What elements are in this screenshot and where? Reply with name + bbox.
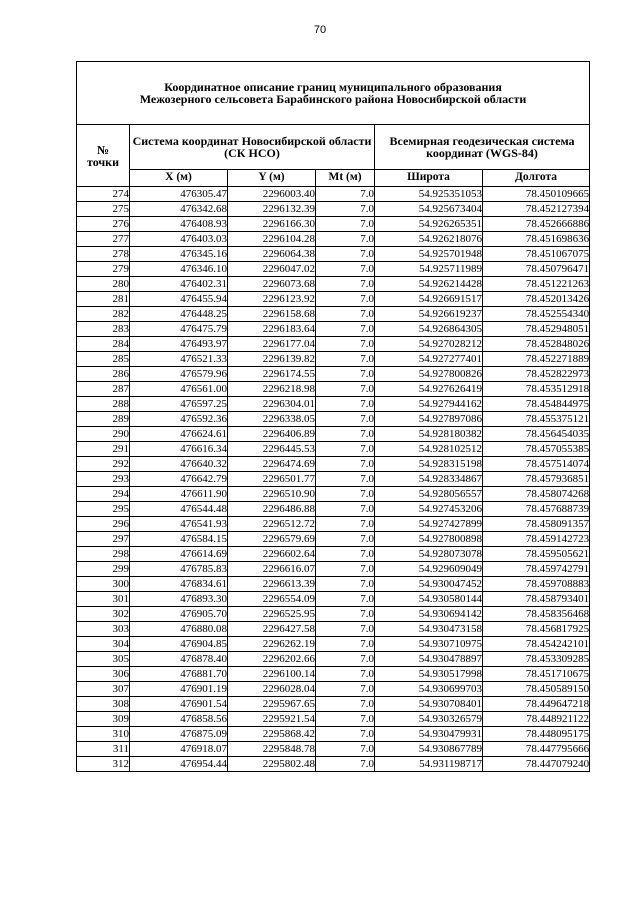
point-number-cell: 294 [77,487,130,502]
point-number-cell: 311 [77,742,130,757]
table-row [77,277,590,292]
point-number-cell: 299 [77,562,130,577]
x-cell: 476544.48 [130,502,228,517]
longitude-cell: 78.451221263 [483,277,590,292]
header-y: Y (м) [228,170,316,187]
mt-cell: 7.0 [316,322,375,337]
table-row [77,712,590,727]
x-cell: 476785.83 [130,562,228,577]
x-cell: 476954.44 [130,757,228,772]
table-row [77,412,590,427]
latitude-cell: 54.927897086 [375,412,483,427]
table-row [77,187,590,202]
mt-cell: 7.0 [316,337,375,352]
mt-cell: 7.0 [316,757,375,772]
longitude-cell: 78.451067075 [483,247,590,262]
x-cell: 476918.07 [130,742,228,757]
table-row [77,487,590,502]
longitude-cell: 78.453512918 [483,382,590,397]
latitude-cell: 54.930326579 [375,712,483,727]
y-cell: 2296525.95 [228,607,316,622]
table-row [77,742,590,757]
table-row [77,652,590,667]
point-number-cell: 283 [77,322,130,337]
point-number-cell: 305 [77,652,130,667]
table-row [77,532,590,547]
longitude-cell: 78.457055385 [483,442,590,457]
x-cell: 476624.61 [130,427,228,442]
table-row [77,517,590,532]
longitude-cell: 78.458074268 [483,487,590,502]
latitude-cell: 54.930708401 [375,697,483,712]
latitude-cell: 54.927800826 [375,367,483,382]
y-cell: 2295921.54 [228,712,316,727]
mt-cell: 7.0 [316,427,375,442]
table-row [77,622,590,637]
y-cell: 2296427.58 [228,622,316,637]
y-cell: 2296003.40 [228,187,316,202]
x-cell: 476880.08 [130,622,228,637]
mt-cell: 7.0 [316,547,375,562]
header-system-wgs: Всемирная геодезическая система координат (WGS-84) [375,125,590,170]
table-row [77,322,590,337]
longitude-cell: 78.457514074 [483,457,590,472]
table-row [77,202,590,217]
point-number-cell: 282 [77,307,130,322]
x-cell: 476905.70 [130,607,228,622]
latitude-cell: 54.928056557 [375,487,483,502]
longitude-cell: 78.450796471 [483,262,590,277]
latitude-cell: 54.926619237 [375,307,483,322]
latitude-cell: 54.927277401 [375,352,483,367]
header-latitude: Широта [375,170,483,187]
latitude-cell: 54.928073078 [375,547,483,562]
x-cell: 476561.00 [130,382,228,397]
x-cell: 476455.94 [130,292,228,307]
point-number-cell: 304 [77,637,130,652]
longitude-cell: 78.451710675 [483,667,590,682]
longitude-cell: 78.447079240 [483,757,590,772]
y-cell: 2296158.68 [228,307,316,322]
latitude-cell: 54.925711989 [375,262,483,277]
longitude-cell: 78.454844975 [483,397,590,412]
longitude-cell: 78.452554340 [483,307,590,322]
y-cell: 2296100.14 [228,667,316,682]
point-number-cell: 290 [77,427,130,442]
longitude-cell: 78.450109665 [483,187,590,202]
point-number-cell: 289 [77,412,130,427]
latitude-cell: 54.930867789 [375,742,483,757]
longitude-cell: 78.452666886 [483,217,590,232]
y-cell: 2296183.64 [228,322,316,337]
latitude-cell: 54.930580144 [375,592,483,607]
point-number-cell: 276 [77,217,130,232]
longitude-cell: 78.453309285 [483,652,590,667]
mt-cell: 7.0 [316,442,375,457]
latitude-cell: 54.927944162 [375,397,483,412]
y-cell: 2296602.64 [228,547,316,562]
table-row [77,637,590,652]
mt-cell: 7.0 [316,277,375,292]
table-row [77,247,590,262]
header-number-sign: № [96,142,110,157]
y-cell: 2296047.02 [228,262,316,277]
table-row [77,457,590,472]
latitude-cell: 54.926864305 [375,322,483,337]
y-cell: 2296616.07 [228,562,316,577]
header-point-label: точки [86,154,120,169]
point-number-cell: 295 [77,502,130,517]
header-mt: Mt (м) [316,170,375,187]
x-cell: 476901.19 [130,682,228,697]
latitude-cell: 54.930699703 [375,682,483,697]
longitude-cell: 78.456817925 [483,622,590,637]
mt-cell: 7.0 [316,187,375,202]
latitude-cell: 54.925673404 [375,202,483,217]
mt-cell: 7.0 [316,367,375,382]
y-cell: 2296510.90 [228,487,316,502]
x-cell: 476875.09 [130,727,228,742]
longitude-cell: 78.452822973 [483,367,590,382]
point-number-cell: 285 [77,352,130,367]
point-number-cell: 281 [77,292,130,307]
latitude-cell: 54.929609049 [375,562,483,577]
latitude-cell: 54.927800898 [375,532,483,547]
y-cell: 2295967.65 [228,697,316,712]
x-cell: 476592.36 [130,412,228,427]
point-number-cell: 284 [77,337,130,352]
latitude-cell: 54.930473158 [375,622,483,637]
y-cell: 2296104.28 [228,232,316,247]
latitude-cell: 54.928180382 [375,427,483,442]
header-x: X (м) [130,170,228,187]
point-number-cell: 300 [77,577,130,592]
table-row [77,382,590,397]
longitude-cell: 78.457688739 [483,502,590,517]
y-cell: 2296554.09 [228,592,316,607]
table-row [77,577,590,592]
longitude-cell: 78.459142723 [483,532,590,547]
x-cell: 476904.85 [130,637,228,652]
mt-cell: 7.0 [316,202,375,217]
y-cell: 2296218.98 [228,382,316,397]
point-number-cell: 298 [77,547,130,562]
mt-cell: 7.0 [316,247,375,262]
y-cell: 2296132.39 [228,202,316,217]
mt-cell: 7.0 [316,307,375,322]
longitude-cell: 78.452127394 [483,202,590,217]
point-number-cell: 292 [77,457,130,472]
mt-cell: 7.0 [316,532,375,547]
point-number-cell: 286 [77,367,130,382]
longitude-cell: 78.448095175 [483,727,590,742]
latitude-cell: 54.928334867 [375,472,483,487]
point-number-cell: 275 [77,202,130,217]
longitude-cell: 78.447795666 [483,742,590,757]
latitude-cell: 54.925351053 [375,187,483,202]
point-number-cell: 296 [77,517,130,532]
mt-cell: 7.0 [316,502,375,517]
y-cell: 2296486.88 [228,502,316,517]
x-cell: 476878.40 [130,652,228,667]
x-cell: 476614.69 [130,547,228,562]
x-cell: 476579.96 [130,367,228,382]
mt-cell: 7.0 [316,382,375,397]
longitude-cell: 78.459505621 [483,547,590,562]
point-number-cell: 307 [77,682,130,697]
y-cell: 2296177.04 [228,337,316,352]
mt-cell: 7.0 [316,712,375,727]
mt-cell: 7.0 [316,562,375,577]
longitude-cell: 78.459708883 [483,577,590,592]
point-number-cell: 278 [77,247,130,262]
latitude-cell: 54.930694142 [375,607,483,622]
longitude-cell: 78.454242101 [483,637,590,652]
mt-cell: 7.0 [316,472,375,487]
mt-cell: 7.0 [316,637,375,652]
latitude-cell: 54.926214428 [375,277,483,292]
longitude-cell: 78.457936851 [483,472,590,487]
table-row [77,502,590,517]
header-point-number [77,125,130,187]
table-row [77,292,590,307]
y-cell: 2295868.42 [228,727,316,742]
y-cell: 2296123.92 [228,292,316,307]
point-number-cell: 279 [77,262,130,277]
mt-cell: 7.0 [316,292,375,307]
x-cell: 476584.15 [130,532,228,547]
header-longitude: Долгота [483,170,590,187]
x-cell: 476448.25 [130,307,228,322]
y-cell: 2296338.05 [228,412,316,427]
y-cell: 2296139.82 [228,352,316,367]
latitude-cell: 54.927427899 [375,517,483,532]
table-row [77,367,590,382]
latitude-cell: 54.927028212 [375,337,483,352]
x-cell: 476642.79 [130,472,228,487]
longitude-cell: 78.455375121 [483,412,590,427]
mt-cell: 7.0 [316,217,375,232]
point-number-cell: 306 [77,667,130,682]
table-row [77,427,590,442]
x-cell: 476493.97 [130,337,228,352]
point-number-cell: 303 [77,622,130,637]
y-cell: 2296028.04 [228,682,316,697]
mt-cell: 7.0 [316,517,375,532]
mt-cell: 7.0 [316,742,375,757]
table-row [77,562,590,577]
x-cell: 476893.30 [130,592,228,607]
table-row [77,262,590,277]
y-cell: 2295848.78 [228,742,316,757]
x-cell: 476305.47 [130,187,228,202]
mt-cell: 7.0 [316,667,375,682]
mt-cell: 7.0 [316,577,375,592]
longitude-cell: 78.458356468 [483,607,590,622]
mt-cell: 7.0 [316,412,375,427]
latitude-cell: 54.926691517 [375,292,483,307]
table-row [77,217,590,232]
y-cell: 2296474.69 [228,457,316,472]
point-number-cell: 291 [77,442,130,457]
point-number-cell: 280 [77,277,130,292]
latitude-cell: 54.930710975 [375,637,483,652]
table-row [77,232,590,247]
x-cell: 476408.93 [130,217,228,232]
x-cell: 476345.16 [130,247,228,262]
y-cell: 2296304.01 [228,397,316,412]
mt-cell: 7.0 [316,487,375,502]
table-row [77,307,590,322]
point-number-cell: 308 [77,697,130,712]
longitude-cell: 78.449647218 [483,697,590,712]
latitude-cell: 54.931198717 [375,757,483,772]
table-row [77,757,590,772]
mt-cell: 7.0 [316,352,375,367]
y-cell: 2296579.69 [228,532,316,547]
longitude-cell: 78.448921122 [483,712,590,727]
y-cell: 2296262.19 [228,637,316,652]
table-row [77,337,590,352]
x-cell: 476597.25 [130,397,228,412]
table-row [77,397,590,412]
y-cell: 2296174.55 [228,367,316,382]
mt-cell: 7.0 [316,232,375,247]
y-cell: 2296613.39 [228,577,316,592]
point-number-cell: 302 [77,607,130,622]
table-row [77,352,590,367]
mt-cell: 7.0 [316,457,375,472]
latitude-cell: 54.926218076 [375,232,483,247]
longitude-cell: 78.458793401 [483,592,590,607]
point-number-cell: 310 [77,727,130,742]
table-row [77,697,590,712]
point-number-cell: 301 [77,592,130,607]
x-cell: 476346.10 [130,262,228,277]
longitude-cell: 78.458091357 [483,517,590,532]
x-cell: 476616.34 [130,442,228,457]
y-cell: 2296073.68 [228,277,316,292]
longitude-cell: 78.452013426 [483,292,590,307]
point-number-cell: 277 [77,232,130,247]
point-number-cell: 297 [77,532,130,547]
x-cell: 476640.32 [130,457,228,472]
latitude-cell: 54.930479931 [375,727,483,742]
table-row [77,442,590,457]
mt-cell: 7.0 [316,262,375,277]
mt-cell: 7.0 [316,682,375,697]
y-cell: 2296064.38 [228,247,316,262]
header-system-nso: Система координат Новосибирской области (СК НСО) [130,125,375,170]
point-number-cell: 312 [77,757,130,772]
y-cell: 2296166.30 [228,217,316,232]
title-line-2: Межозерного сельсовета Барабинского района Новосибирской области [139,92,527,106]
x-cell: 476611.90 [130,487,228,502]
longitude-cell: 78.452271889 [483,352,590,367]
x-cell: 476521.33 [130,352,228,367]
latitude-cell: 54.925701948 [375,247,483,262]
table-row [77,727,590,742]
mt-cell: 7.0 [316,592,375,607]
table-row [77,592,590,607]
longitude-cell: 78.450589150 [483,682,590,697]
point-number-cell: 287 [77,382,130,397]
table-row [77,547,590,562]
point-number-cell: 288 [77,397,130,412]
table-row [77,667,590,682]
y-cell: 2296501.77 [228,472,316,487]
table-row [77,472,590,487]
page-number: 70 [313,24,327,36]
latitude-cell: 54.930047452 [375,577,483,592]
longitude-cell: 78.459742791 [483,562,590,577]
latitude-cell: 54.927453206 [375,502,483,517]
mt-cell: 7.0 [316,622,375,637]
mt-cell: 7.0 [316,397,375,412]
y-cell: 2296406.89 [228,427,316,442]
latitude-cell: 54.930517998 [375,667,483,682]
title-line-1: Координатное описание границ муниципального образования [164,80,502,94]
longitude-cell: 78.452948051 [483,322,590,337]
x-cell: 476342.68 [130,202,228,217]
mt-cell: 7.0 [316,697,375,712]
x-cell: 476403.03 [130,232,228,247]
latitude-cell: 54.926265351 [375,217,483,232]
y-cell: 2296445.53 [228,442,316,457]
longitude-cell: 78.452848026 [483,337,590,352]
y-cell: 2296512.72 [228,517,316,532]
longitude-cell: 78.456454035 [483,427,590,442]
latitude-cell: 54.928315198 [375,457,483,472]
x-cell: 476881.70 [130,667,228,682]
table-body [77,187,590,772]
x-cell: 476541.93 [130,517,228,532]
point-number-cell: 274 [77,187,130,202]
mt-cell: 7.0 [316,652,375,667]
y-cell: 2296202.66 [228,652,316,667]
table-title [77,62,590,125]
latitude-cell: 54.927626419 [375,382,483,397]
table-row [77,607,590,622]
table-row [77,682,590,697]
coordinates-table [76,61,590,772]
latitude-cell: 54.930478897 [375,652,483,667]
latitude-cell: 54.928102512 [375,442,483,457]
point-number-cell: 293 [77,472,130,487]
y-cell: 2295802.48 [228,757,316,772]
mt-cell: 7.0 [316,607,375,622]
longitude-cell: 78.451698636 [483,232,590,247]
point-number-cell: 309 [77,712,130,727]
x-cell: 476901.54 [130,697,228,712]
mt-cell: 7.0 [316,727,375,742]
x-cell: 476402.31 [130,277,228,292]
x-cell: 476858.56 [130,712,228,727]
x-cell: 476475.79 [130,322,228,337]
x-cell: 476834.61 [130,577,228,592]
